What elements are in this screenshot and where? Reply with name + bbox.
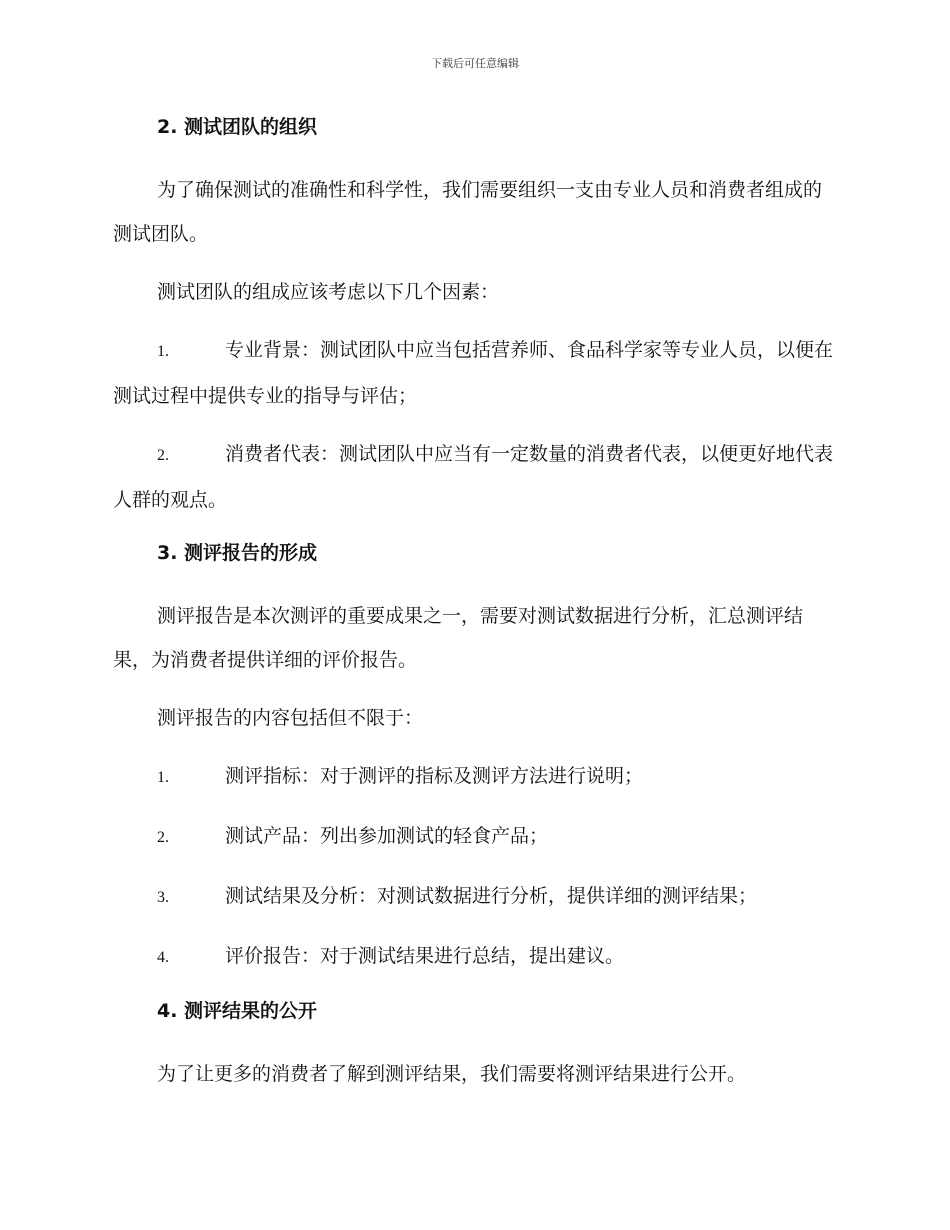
- page-header: 下载后可任意编辑: [431, 57, 519, 70]
- list-item: [113, 328, 835, 418]
- list-item-text: 测试产品：列出参加测试的轻食产品；: [225, 825, 549, 847]
- list-item: [113, 432, 835, 522]
- list-number: 2.: [157, 829, 169, 846]
- list-item-text: 测试结果及分析：对测试数据进行分析，提供详细的测评结果；: [225, 885, 758, 907]
- list-item: [113, 754, 835, 800]
- list-item-text: 评价报告：对于测试结果进行总结，提出建议。: [225, 945, 625, 967]
- list-number: 2.: [157, 447, 169, 464]
- list-number: 3.: [157, 889, 169, 906]
- list-number: 1.: [157, 769, 169, 786]
- paragraph: 测试团队的组成应该考虑以下几个因素：: [157, 281, 500, 303]
- list-item-text: 专业背景：测试团队中应当包括营养师、食品科学家等专业人员，以便在测试过程中提供专业的指导与评估；: [113, 339, 834, 407]
- paragraph: 为了让更多的消费者了解到测评结果，我们需要将测评结果进行公开。: [157, 1063, 747, 1085]
- section-heading-report: 3. 测评报告的形成: [157, 542, 318, 564]
- section-heading-team: 2. 测试团队的组织: [157, 116, 318, 138]
- paragraph: 测评报告是本次测评的重要成果之一，需要对测试数据进行分析，汇总测评结果，为消费者提供详细的评价报告。: [113, 605, 804, 671]
- list-number: 1.: [157, 343, 169, 360]
- section-heading-publication: 4. 测评结果的公开: [157, 1000, 318, 1022]
- list-item-text: 消费者代表：测试团队中应当有一定数量的消费者代表，以便更好地代表人群的观点。: [113, 443, 834, 511]
- list-item: [113, 814, 835, 860]
- paragraph: 为了确保测试的准确性和科学性，我们需要组织一支由专业人员和消费者组成的测试团队。: [113, 179, 823, 245]
- document-body: [113, 110, 835, 1110]
- list-item: [113, 874, 835, 920]
- list-number: 4.: [157, 949, 169, 966]
- paragraph: 测评报告的内容包括但不限于：: [157, 707, 424, 729]
- list-item-text: 测评指标：对于测评的指标及测评方法进行说明；: [225, 765, 644, 787]
- list-item: [113, 934, 835, 980]
